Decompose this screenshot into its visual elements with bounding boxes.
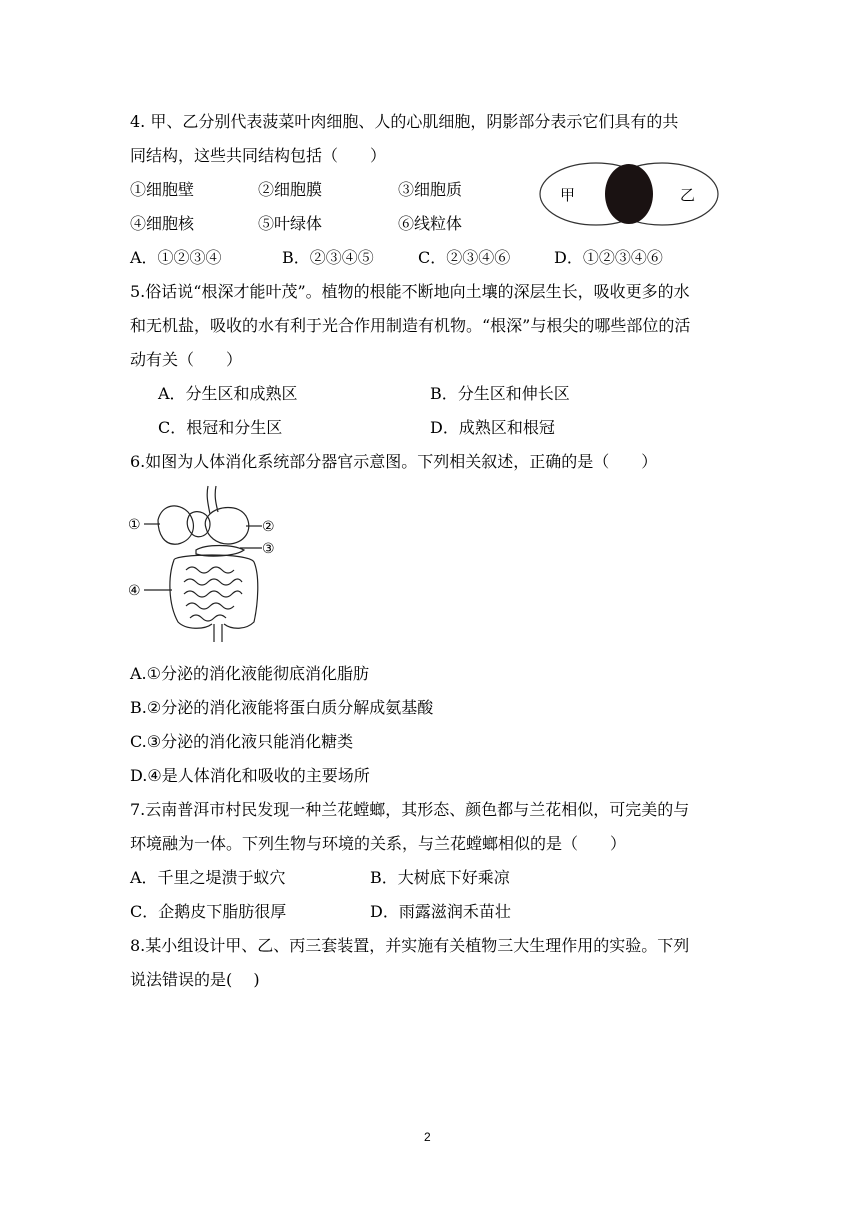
q5-option-c: C．根冠和分生区	[158, 418, 283, 437]
page-number: 2	[424, 1130, 431, 1144]
q7-stem-line2: 环境融为一体。下列生物与环境的关系，与兰花螳螂相似的是（ ）	[130, 834, 627, 853]
q4-item-1: ①细胞壁	[130, 180, 195, 199]
q5-stem-line2: 和无机盐，吸收的水有利于光合作用制造有机物。“根深”与根尖的哪些部位的活	[130, 316, 691, 335]
venn-overlap-shaded	[605, 164, 653, 224]
q8-stem-line1: 8.某小组设计甲、乙、丙三套装置，并实施有关植物三大生理作用的实验。下列	[130, 936, 690, 955]
venn-label-right: 乙	[680, 186, 696, 204]
q4-option-b: B．②③④⑤	[282, 248, 374, 267]
q5-option-a: A．分生区和成熟区	[158, 384, 298, 403]
label-1: ①	[128, 517, 141, 533]
q4-option-d: D．①②③④⑥	[554, 248, 663, 267]
q6-stem: 6.如图为人体消化系统部分器官示意图。下列相关叙述，正确的是（ ）	[130, 452, 658, 471]
q7-stem-line1: 7.云南普洱市村民发现一种兰花螳螂，其形态、颜色都与兰花相似，可完美的与	[130, 800, 690, 819]
q4-option-c: C．②③④⑥	[418, 248, 511, 267]
q7-option-d: D．雨露滋润禾苗壮	[370, 902, 511, 921]
q5-option-d: D．成熟区和根冠	[430, 418, 555, 437]
q4-item-2: ②细胞膜	[258, 180, 323, 199]
q6-option-a: A.①分泌的消化液能彻底消化脂肪	[130, 664, 369, 683]
label-4: ④	[128, 583, 141, 599]
q4-item-3: ③细胞质	[398, 180, 463, 199]
q7-option-a: A．千里之堤溃于蚁穴	[130, 868, 286, 887]
q7-option-c: C．企鹅皮下脂肪很厚	[130, 902, 287, 921]
digestive-system-diagram	[128, 484, 278, 644]
q4-stem-line1: 4. 甲、乙分别代表菠菜叶肉细胞、人的心肌细胞，阴影部分表示它们具有的共	[130, 112, 679, 131]
q5-stem-line3: 动有关（ ）	[130, 350, 243, 369]
q7-option-b: B．大树底下好乘凉	[370, 868, 510, 887]
q8-stem-line2: 说法错误的是( )	[130, 970, 260, 989]
venn-diagram	[538, 160, 720, 228]
q6-option-c: C.③分泌的消化液只能消化糖类	[130, 732, 354, 751]
q6-option-d: D.④是人体消化和吸收的主要场所	[130, 766, 370, 785]
q4-stem-line2: 同结构，这些共同结构包括（ ）	[130, 146, 387, 165]
venn-label-left: 甲	[560, 186, 576, 204]
q4-item-6: ⑥线粒体	[398, 214, 463, 233]
q5-stem-line1: 5.俗话说“根深才能叶茂”。植物的根能不断地向土壤的深层生长，吸收更多的水	[130, 282, 690, 301]
q5-option-b: B．分生区和伸长区	[430, 384, 570, 403]
q4-item-4: ④细胞核	[130, 214, 195, 233]
q6-option-b: B.②分泌的消化液能将蛋白质分解成氨基酸	[130, 698, 434, 717]
q4-option-a: A．①②③④	[130, 248, 222, 267]
label-3: ③	[262, 541, 275, 557]
q4-item-5: ⑤叶绿体	[258, 214, 323, 233]
label-2: ②	[262, 519, 275, 535]
